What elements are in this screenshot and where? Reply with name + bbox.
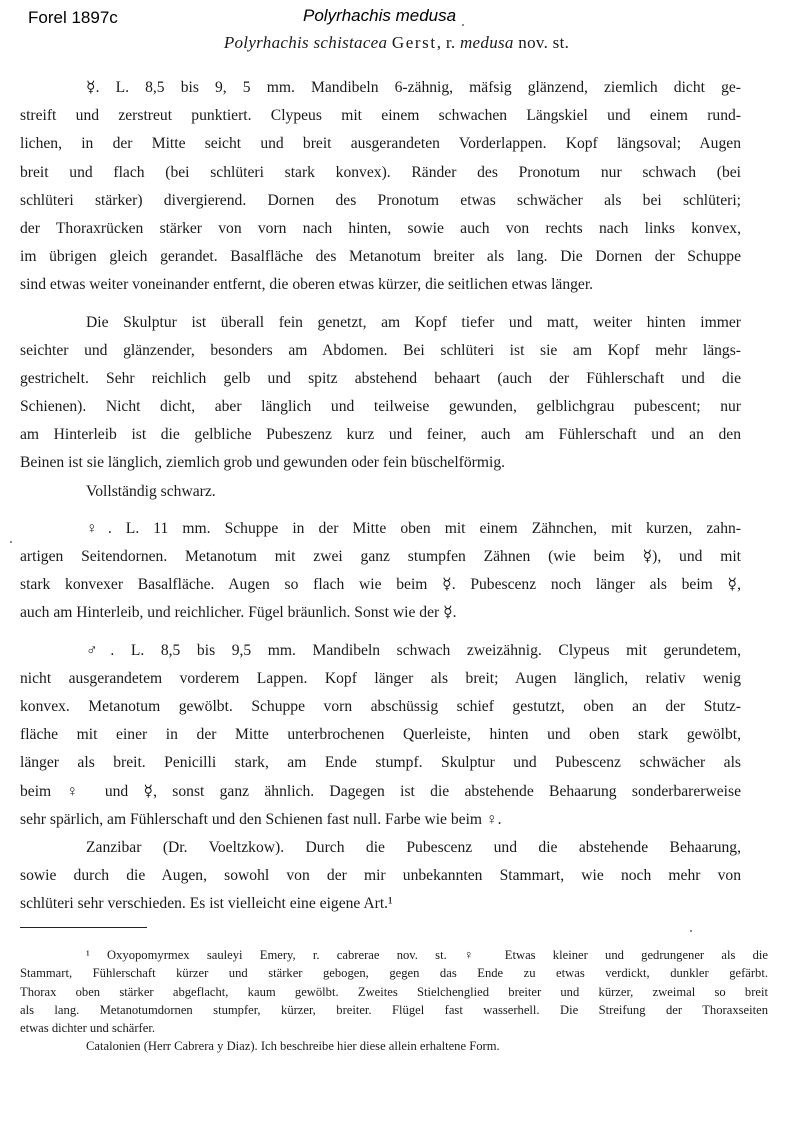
text-line: fläche mit einer in der Mitte unterbrochenen Querleiste, hinten und oben stark gewölbt, [20, 726, 741, 744]
text-line: Die Skulptur ist überall fein genetzt, am Kopf tiefer und matt, weiter hinten immer [86, 313, 741, 331]
text-line: am Hinterleib ist die gelbliche Pubeszenz kurz und feiner, auch am Fühlerschaft und an den [20, 426, 741, 444]
text-line: sowie durch die Augen, sowohl von der mir unbekannten Stammart, wie noch mehr von [20, 867, 741, 885]
text-line: lichen, in der Mitte seicht und breit ausgerandeten Vorderlappen. Kopf längsoval; Augen [20, 135, 741, 153]
taxon-author: Gerst [391, 33, 437, 52]
footnote-line: ¹ Oxyopomyrmex sauleyi Emery, r. cabrerae nov. st. ♀ Etwas kleiner und gedrungener als die [86, 948, 768, 962]
paragraph-female [20, 515, 741, 628]
taxon-status: nov. st. [518, 33, 570, 52]
text-line: sind etwas weiter voneinander entfernt, die oberen etwas kürzer, die seitlichen etwas länger. [20, 276, 594, 294]
paragraph-sculpture [20, 309, 741, 506]
text-line: Beinen ist sie länglich, ziemlich grob und gewunden oder fein büschelförmig. [20, 454, 506, 472]
text-line: beim ♀ und ☿, sonst ganz ähnlich. Dagegen ist die abstehende Behaarung sonderbarerweise [20, 782, 741, 800]
text-line: stark konvexer Basalfläche. Augen so flach wie beim ☿. Pubescenz noch länger als beim ☿, [20, 576, 741, 594]
text-line: ♀. L. 11 mm. Schuppe in der Mitte oben mit einem Zähnchen, mit kurzen, zahn- [86, 519, 741, 537]
text-line: Schienen). Nicht dicht, aber länglich und teilweise gewunden, gelblichgrau pubescent; nur [20, 398, 741, 416]
scan-speck [10, 541, 12, 543]
text-line: seichter und glänzender, besonders am Abdomen. Bei schlüteri ist sie am Kopf mehr längs- [20, 341, 741, 359]
text-line: ♂. L. 8,5 bis 9,5 mm. Mandibeln schwach zweizähnig. Clypeus mit gerundetem, [86, 641, 741, 659]
paragraph-male [20, 637, 741, 834]
footnote-line: als lang. Metanotumdornen stumpfer, kürzer, breiter. Flügel fast wasserhell. Die Streifung der Thoraxseiten [20, 1002, 768, 1017]
footnote-rule [20, 927, 147, 928]
scan-speck [462, 24, 464, 26]
scan-speck [690, 930, 692, 932]
footnote-line: etwas dichter und schärfer. [20, 1021, 155, 1036]
footnote-line: Catalonien (Herr Cabrera y Diaz). Ich beschreibe hier diese allein erhaltene Form. [86, 1039, 500, 1054]
text-line: nicht ausgerandetem vorderem Lappen. Kopf länger als breit; Augen länglich, relativ wenig [20, 669, 741, 687]
paragraph-gap [20, 628, 741, 637]
paragraph-gap [20, 506, 741, 515]
text-line: auch am Hinterleib, und reichlicher. Fügel bräunlich. Sonst wie der ☿. [20, 604, 457, 622]
description-body [20, 74, 741, 918]
footnote [20, 946, 768, 1056]
text-line: länger als breit. Penicilli stark, am Ende stumpf. Skulptur und Pubescenz schwächer als [20, 754, 741, 772]
text-line: der Thoraxrücken stärker von vorn nach hinten, sowie auch von rechts nach links konvex, [20, 219, 741, 237]
text-line: breit und flach (bei schlüteri stark konvex). Ränder des Pronotum nur schwach (bei [20, 163, 741, 181]
text-line: gestrichelt. Sehr reichlich gelb und spitz abstehend behaart (auch der Fühlerschaft und die [20, 369, 741, 387]
taxon-race: medusa [459, 33, 514, 52]
paragraph-locality [20, 834, 741, 919]
text-line: artigen Seitendornen. Metanotum mit zwei ganz stumpfen Zähnen (wie beim ☿), und mit [20, 548, 741, 565]
text-line: streift und zerstreut punktiert. Clypeus mit einem schwachen Längskiel und einem rund- [20, 107, 741, 125]
footnote-line: Thorax oben stärker abgeflacht, kaum gewölbt. Zweites Stielchenglied breiter und kürzer, zweimal so breit [20, 984, 768, 999]
text-line: schlüteri stärker) divergierend. Dornen des Pronotum etwas schwächer als bei schlüteri; [20, 191, 741, 209]
text-line: im übrigen gleich gerandet. Basalfläche des Metanotum breiter als lang. Die Dornen der Schuppe [20, 248, 741, 266]
text-line: schlüteri sehr verschieden. Es ist vielleicht eine eigene Art.¹ [20, 895, 393, 913]
page-header-citation: Forel 1897c [28, 8, 118, 27]
text-line: ☿. L. 8,5 bis 9, 5 mm. Mandibeln 6-zähnig, mäfsig glänzend, ziemlich dicht ge- [86, 79, 741, 96]
text-line: sehr spärlich, am Fühlerschaft und den Schienen fast null. Farbe wie beim ♀. [20, 810, 502, 828]
page-header-taxon: Polyrhachis medusa [303, 6, 457, 25]
footnote-line: Stammart, Fühlerschaft kürzer und stärker gebogen, gegen das Ende zu etwas verdickt, dunkler gefärbt. [20, 966, 768, 981]
text-line: konvex. Metanotum gewölbt. Schuppe vorn abschüssig schief gestutzt, oben an der Stutz- [20, 697, 741, 715]
taxon-title [0, 33, 793, 53]
text-line: Zanzibar (Dr. Voeltzkow). Durch die Pubescenz und die abstehende Behaarung, [86, 838, 741, 856]
taxon-genus-species: Polyrhachis schistacea [223, 33, 388, 52]
paragraph-gap [20, 300, 741, 309]
taxon-race-prefix: , r. [436, 33, 456, 52]
text-line: Vollständig schwarz. [86, 482, 216, 500]
paragraph-worker [20, 74, 741, 300]
